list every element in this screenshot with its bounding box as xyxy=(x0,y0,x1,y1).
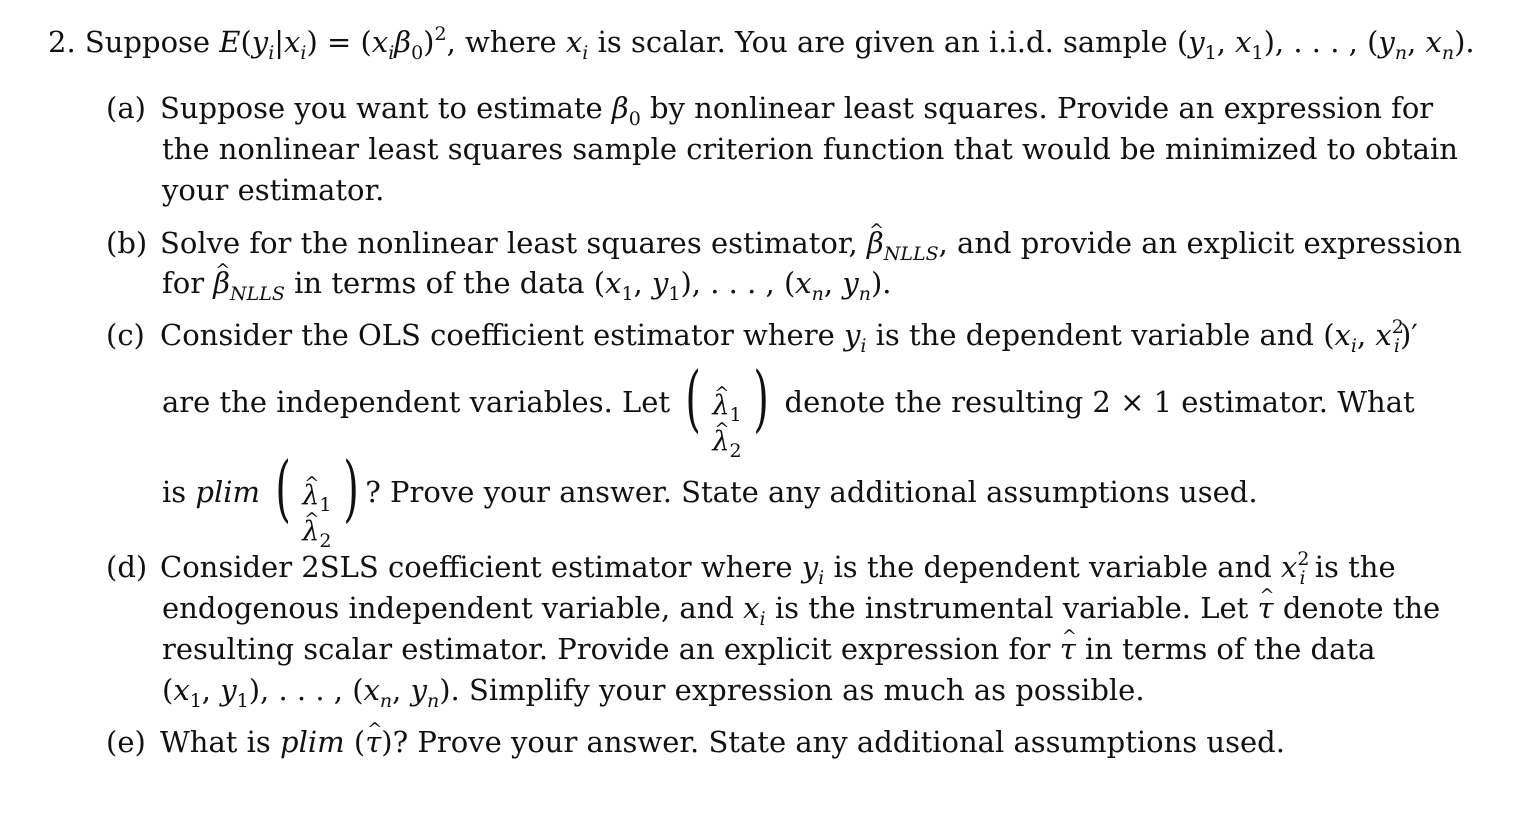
part-c-line-1: (c) Consider the OLS coefficient estimator where $y_i$ is the dependent variable and ($x_i$, $x^2_i)'$ xyxy=(106,316,1418,357)
part-a-line-2: the nonlinear least squares sample criterion function that would be minimized to obtain xyxy=(162,132,1458,166)
part-b-line-2: for ^ $\beta_{NLLS}$ in terms of the data ($x_1$, $y_1$), . . . , ($x_n$, $y_n$). xyxy=(162,265,892,301)
question-intro-c: is scalar. You are given an i.i.d. sample xyxy=(588,25,1177,59)
part-a-line-1: (a) Suppose you want to estimate $\beta_0$ by nonlinear least squares. Provide an expression for xyxy=(106,91,1434,130)
lambda-vector-plim: ( ^ $\lambda_1$ ^ $\lambda_2$ ) xyxy=(269,454,365,534)
part-c-label: (c) xyxy=(106,318,145,352)
question-intro-b: , where xyxy=(446,25,566,59)
part-e-line-1: (e) What is plim (^ τ)? Prove your answer. State any additional assumptions used. xyxy=(106,724,1285,760)
part-e-label: (e) xyxy=(106,725,146,759)
part-d-label: (d) xyxy=(106,550,148,584)
part-d-line-2: endogenous independent variable, and $x_i$ is the instrumental variable. Let ^ τ denote the xyxy=(162,590,1440,626)
part-a-label: (a) xyxy=(106,91,146,125)
part-d-line-3: resulting scalar estimator. Provide an explicit expression for ^ τ in terms of the data xyxy=(162,631,1375,667)
question-intro-a: Suppose xyxy=(84,25,220,59)
question-number: 2. xyxy=(48,25,76,59)
part-d-line-4: ($x_1$, $y_1$), . . . , ($x_n$, $y_n$). Simplify your expression as much as possible. xyxy=(162,673,1145,712)
part-b-label: (b) xyxy=(106,226,148,260)
part-c-line-2: are the independent variables. Let ( ^ $\lambda_1$ ^ $\lambda_2$ ) denote the resulting 2 × 1 estimator. What xyxy=(162,362,1415,444)
part-c-line-3: is plim ( ^ $\lambda_1$ ^ $\lambda_2$ ) ? Prove your answer. State any additional assumptions used. xyxy=(162,452,1258,534)
lambda-vector: ( ^ $\lambda_1$ ^ $\lambda_2$ ) xyxy=(679,364,775,444)
question-header: 2. Suppose $E(y_i|x_i) = (x_i\beta_0)^2$, where $x_i$ is scalar. You are given an i.i.d. sample ($y_1$, $x_1$), . . . , ($y_n$, $x_n$). xyxy=(48,23,1475,64)
part-b-line-1: (b) Solve for the nonlinear least squares estimator, ^ $\beta_{NLLS}$, and provide an explicit expression xyxy=(106,225,1462,261)
part-d-line-1: (d) Consider 2SLS coefficient estimator where $y_i$ is the dependent variable and $x^2_i$ is the xyxy=(106,548,1396,589)
part-a-line-3: your estimator. xyxy=(162,173,385,207)
